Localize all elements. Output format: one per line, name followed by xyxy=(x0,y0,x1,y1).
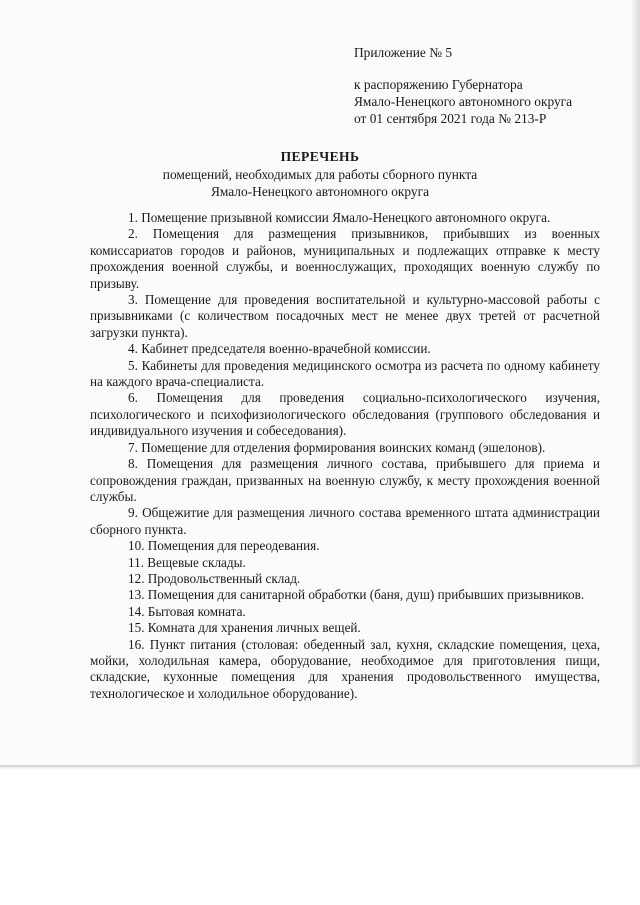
list-item: 3. Помещение для проведения воспитательной и культурно-массовой работы с призывниками (с количеством посадочных мест не менее двух третей от расчетной загрузки пункта). xyxy=(90,292,600,340)
list-item: 13. Помещения для санитарной обработки (баня, душ) прибывших призывников. xyxy=(128,587,585,603)
list-item: 5. Кабинеты для проведения медицинского осмотра из расчета по одному кабинету на каждого врача-специалиста. xyxy=(90,357,600,390)
subtitle-line-1: помещений, необходимых для работы сборного пункта xyxy=(162,167,478,182)
list-item: 14. Бытовая комната. xyxy=(128,603,246,619)
list-item: 12. Продовольственный склад. xyxy=(128,570,301,586)
appendix-header xyxy=(354,44,624,127)
list-item: 2. Помещения для размещения призывников, прибывших из военных комиссариатов городов и районов, муниципальных и подлежащих отправке к месту прохождения военной службы, и военнослужащих, проходящих военную службу по призыву. xyxy=(90,226,600,291)
list-item: 1. Помещение призывной комиссии Ямало-Ненецкого автономного округа. xyxy=(128,210,551,225)
list-item: 6. Помещения для проведения социально-психологического изучения, психологического и психофизиологического обследования (группового обследования и индивидуального изучения и собеседования). xyxy=(90,390,600,439)
scan-bottom-edge xyxy=(0,765,640,769)
list-item: 11. Вещевые склады. xyxy=(128,554,246,570)
order-reference-line-3: от 01 сентября 2021 года № 213-Р xyxy=(354,111,547,126)
list-item: 4. Кабинет председателя военно-врачебной комиссии. xyxy=(128,341,431,357)
list-item: 10. Помещения для переодевания. xyxy=(128,538,320,554)
order-reference-line-1: к распоряжению Губернатора xyxy=(354,77,523,92)
page-edge xyxy=(632,0,640,765)
list-item: 9. Общежитие для размещения личного состава временного штата администрации сборного пункта. xyxy=(90,505,600,537)
list-item: 16. Пункт питания (столовая: обеденный зал, кухня, складские помещения, цеха, мойки, холодильная камера, оборудование, необходимое для приготовления пищи, складские, кухонные помещения для хранения продовольственного имущества, технологическое и холодильное оборудование). xyxy=(90,636,600,701)
document-title: ПЕРЕЧЕНЬ xyxy=(280,149,360,164)
order-reference-line-2: Ямало-Ненецкого автономного округа xyxy=(354,94,573,109)
list-item: 15. Комната для хранения личных вещей. xyxy=(128,620,361,636)
list-item: 7. Помещение для отделения формирования воинских команд (эшелонов). xyxy=(128,439,546,455)
document-subtitle xyxy=(0,166,640,200)
premises-list xyxy=(90,210,600,702)
appendix-label: Приложение № 5 xyxy=(354,45,453,60)
list-item: 8. Помещения для размещения личного состава, прибывшего для приема и сопровождения граждан, призванных на военную службу, к месту прохождения военной службы. xyxy=(90,456,600,504)
subtitle-line-2: Ямало-Ненецкого автономного округа xyxy=(210,184,430,199)
